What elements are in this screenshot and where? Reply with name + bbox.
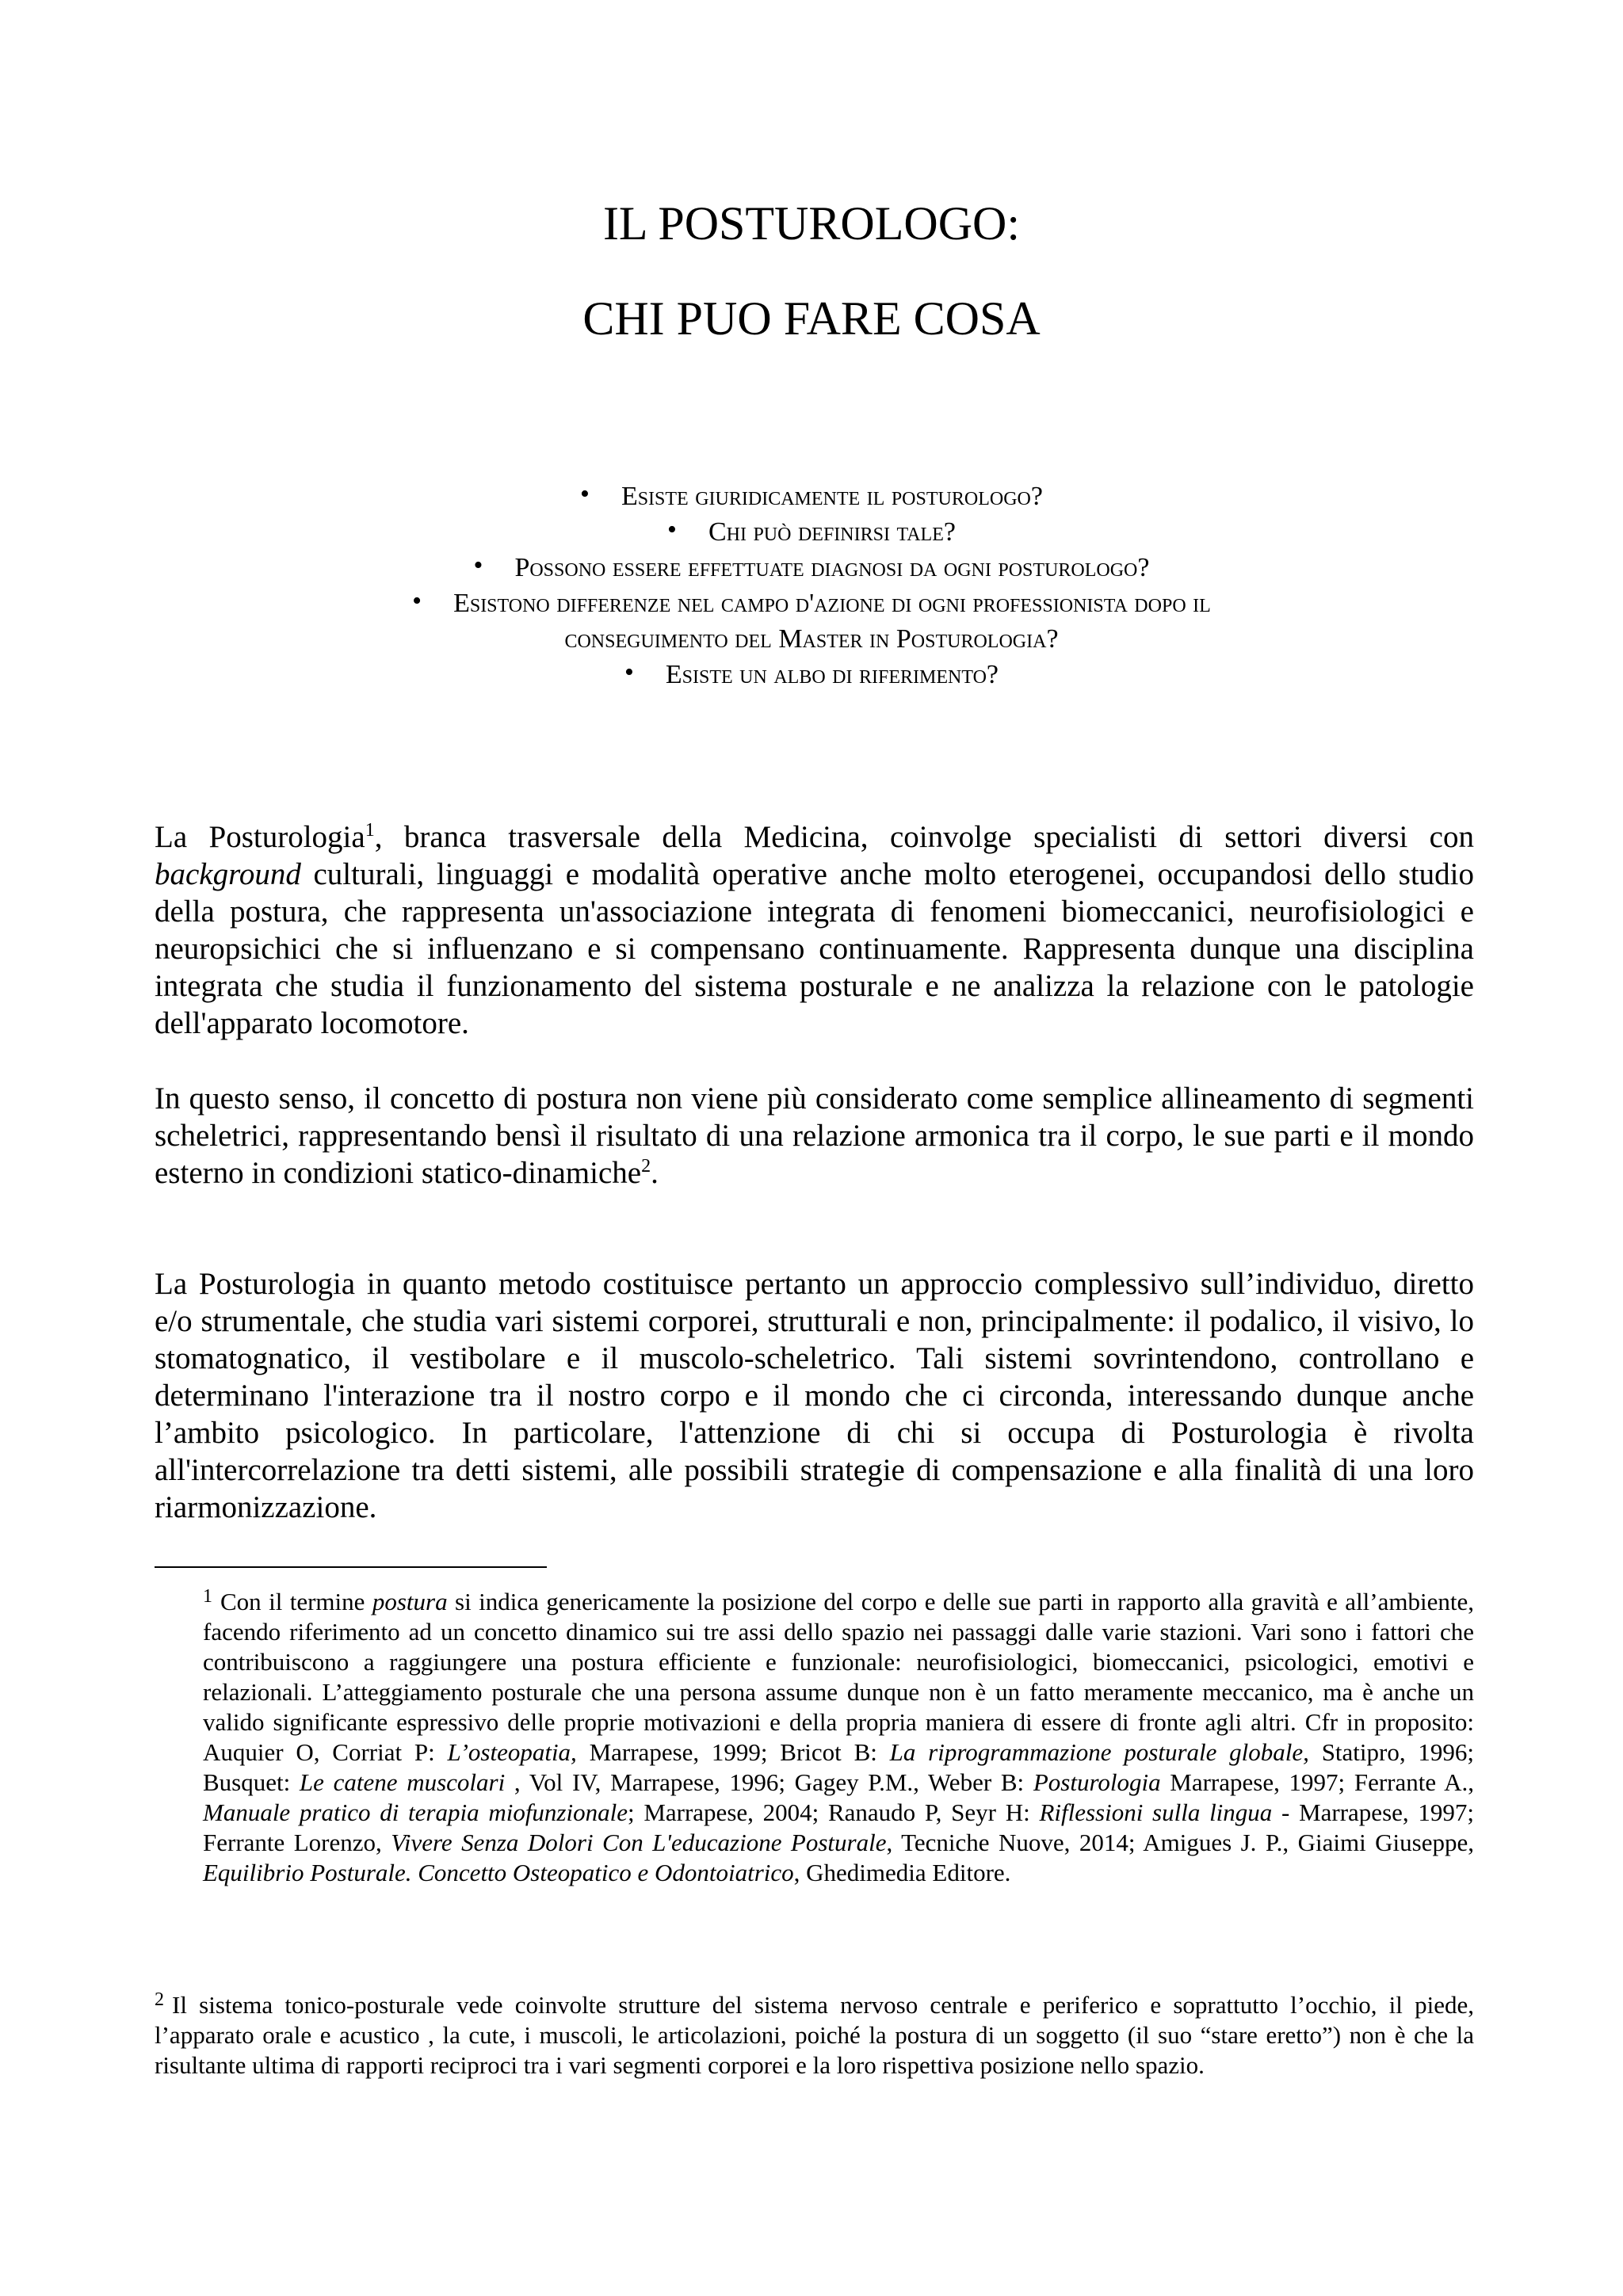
paragraph-2: In questo senso, il concetto di postura non viene più considerato come semplice allineamento di segmenti scheletrici, rappresentando bensì il risultato di una relazione armonica tra il corpo, le sue parti e il mondo esterno in condizioni statico-dinamiche$^2$. (155, 1081, 1474, 1190)
question-item: • Esiste giuridicamente il posturologo? (580, 479, 1043, 511)
question-item: • Esiste un albo di riferimento? (624, 658, 999, 689)
question-continuation: conseguimento del Master in Posturologia? (564, 624, 1059, 654)
footnote-ref-1[interactable]: 1 (365, 820, 375, 841)
bullet-icon: • (624, 658, 634, 687)
paragraph-3: La Posturologia in quanto metodo costituisce pertanto un approccio complessivo sull’individuo, diretto e/o strumentale, che studia vari sistemi corporei, strutturali e non, principalmente: il podalico, il visivo, lo stomatognatico, il vestibolare e il muscolo-scheletrico. Tali sistemi sovrintendono, controllano e determinano l'interazione tra il nostro corpo e il mondo che ci circonda, interessando dunque anche l’ambito psicologico. In particolare, l'attenzione di chi si occupa di Posturologia è rivolta all'intercorrelazione tra detti sistemi, alle possibili strategie di compensazione e alla finalità di una loro riarmonizzazione. (155, 1267, 1474, 1524)
footnote-mark-1: 1 (203, 1586, 212, 1607)
bullet-icon: • (580, 479, 590, 509)
footnote-ref-2[interactable]: 2 (641, 1156, 651, 1177)
question-item: • Possono essere effettuate diagnosi da ogni posturologo? (473, 551, 1150, 582)
page-title-line-1: IL POSTUROLOGO: (602, 197, 1021, 250)
page-title-line-2: CHI PUO FARE COSA (582, 292, 1041, 345)
bullet-icon: • (667, 515, 677, 544)
bullet-icon: • (473, 551, 483, 580)
footnote-mark-2: 2 (155, 1989, 164, 2010)
question-item: • Esistono differenze nel campo d'azione di ogni professionista dopo il conseguimento del Master in Posturologia? (0, 585, 1623, 657)
questions-list (0, 479, 1623, 692)
footnote-1: $^1$ Con il termine postura si indica genericamente la posizione del corpo e delle sue parti in rapporto alla gravità e all’ambiente, facendo riferimento ad un concetto dinamico sui tre assi dello spazio nei passaggi dalle varie stazioni. Vari sono i fattori che contribuiscono a raggiungere una postura efficiente e funzionale: neurofisiologici, biomeccanici, psicologici, emotivi e relazionali. L’atteggiamento posturale che una persona assume dunque non è un fatto meramente meccanico, ma è anche un valido significante espressivo delle proprie motivazioni e della propria maniera di essere di fronte agli altri. Cfr in proposito: Auquier O, Corriat P: L’osteopatia, Marrapese, 1999; Bricot B: La riprogrammazione posturale globale, Statipro, 1996; Busquet: Le catene muscolari , Vol IV, Marrapese, 1996; Gagey P.M., Weber B: Posturologia Marrapese, 1997; Ferrante A., Manuale pratico di terapia miofunzionale; Marrapese, 2004; Ranaudo P, Seyr H: Riflessioni sulla lingua - Marrapese, 1997; Ferrante Lorenzo, Vivere Senza Dolori Con L'educazione Posturale, Tecniche Nuove, 2014; Amigues J. P., Giaimi Giuseppe, Equilibrio Posturale. Concetto Osteopatico e Odontoiatrico, Ghedimedia Editore. (203, 1586, 1474, 1886)
paragraph-1: La Posturologia$^1$, branca trasversale della Medicina, coinvolge specialisti di settori diversi con background culturali, linguaggi e modalità operative anche molto eterogenei, occupandosi dello studio della postura, che rappresenta un'associazione integrata di fenomeni biomeccanici, neurofisiologici e neuropsichici che si influenzano e si compensano continuamente. Rappresenta dunque una disciplina integrata che studia il funzionamento del sistema posturale e ne analizza la relazione con le patologie dell'apparato locomotore. (155, 820, 1474, 1040)
question-item: • Chi può definirsi tale? (667, 515, 956, 547)
footnote-2: $^2$ Il sistema tonico-posturale vede coinvolte strutture del sistema nervoso centrale e periferico e soprattutto l’occhio, il piede, l’apparato orale e acustico , la cute, i muscoli, le articolazioni, poiché la postura di un soggetto (il suo “stare eretto”) non è che la risultante ultima di rapporti reciproci tra i vari segmenti corporei e la loro rispettiva posizione nello spazio. (155, 1989, 1474, 2079)
bullet-icon: • (412, 586, 422, 616)
footnote-separator (155, 1566, 547, 1568)
